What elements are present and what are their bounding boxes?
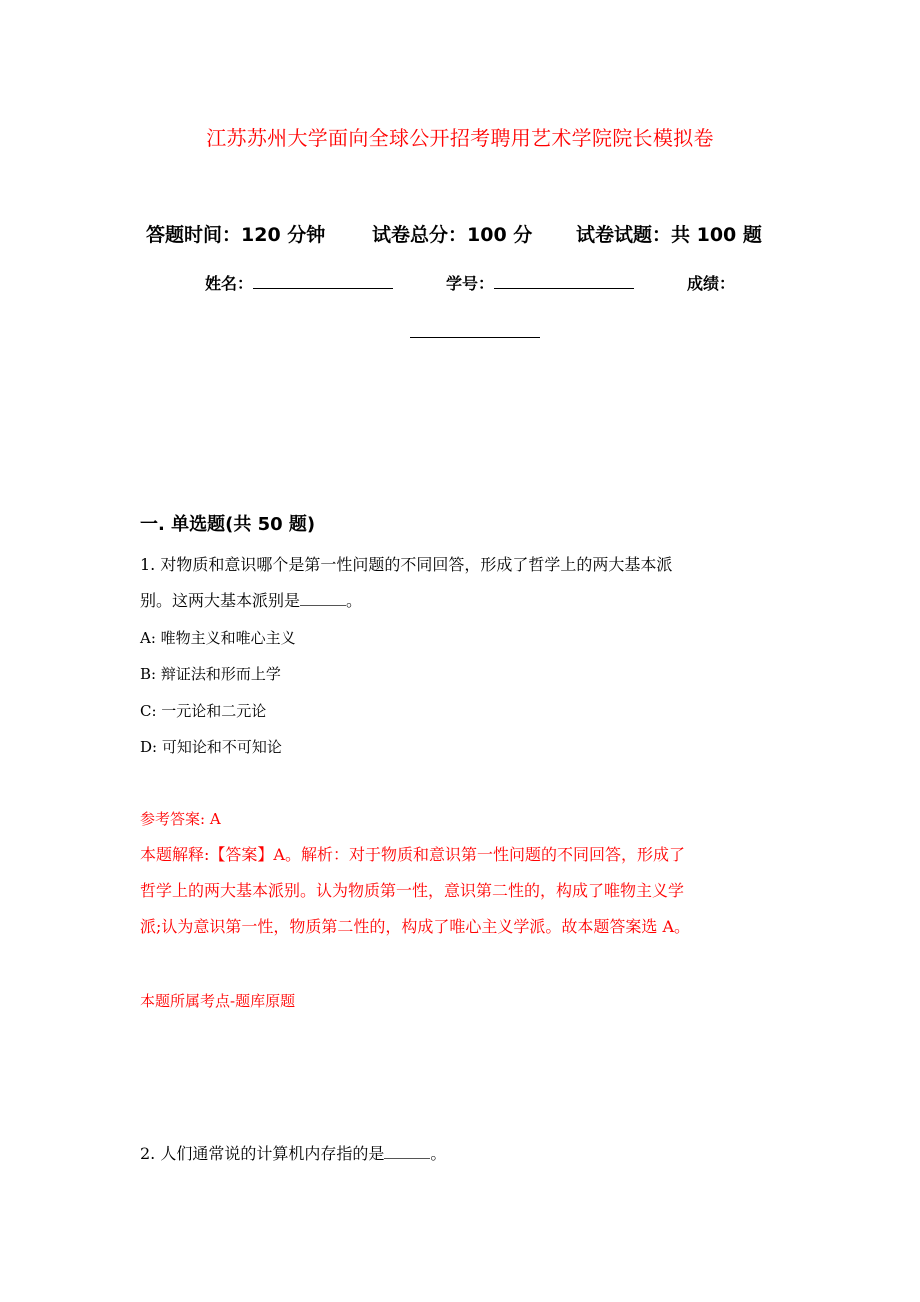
name-blank bbox=[253, 272, 393, 289]
option-c: C: 一元论和二元论 bbox=[140, 702, 267, 720]
question-1-line-2 bbox=[140, 591, 362, 611]
name-label: 姓名： bbox=[205, 274, 254, 293]
explanation-line-2: 哲学上的两大基本派别。认为物质第一性，意识第二性的，构成了唯物主义学 bbox=[140, 881, 685, 900]
question-2-suffix: 。 bbox=[430, 1144, 447, 1163]
section-title: 一. 单选题(共 50 题) bbox=[140, 514, 316, 535]
question-1-suffix: 。 bbox=[346, 591, 363, 610]
name-field bbox=[205, 271, 393, 294]
option-d: D: 可知论和不可知论 bbox=[140, 738, 282, 756]
answer-blank bbox=[384, 1144, 430, 1159]
explanation-line-3: 派;认为意识第一性，物质第二性的，构成了唯心主义学派。故本题答案选 A。 bbox=[140, 917, 691, 936]
exam-time: 答题时间：120 分钟 bbox=[146, 224, 326, 246]
question-topic: 本题所属考点-题库原题 bbox=[140, 992, 296, 1010]
question-1-line-1: 1. 对物质和意识哪个是第一性问题的不同回答，形成了哲学上的两大基本派 bbox=[140, 555, 673, 574]
score-blank bbox=[410, 337, 540, 338]
exam-title: 江苏苏州大学面向全球公开招考聘用艺术学院院长模拟卷 bbox=[206, 126, 714, 150]
score-label: 成绩： bbox=[687, 274, 736, 293]
question-2-line-1 bbox=[140, 1144, 446, 1164]
exam-total-score: 试卷总分：100 分 bbox=[372, 224, 533, 246]
exam-question-count: 试卷试题：共 100 题 bbox=[576, 224, 762, 246]
student-id-blank bbox=[494, 272, 634, 289]
score-field bbox=[687, 271, 735, 294]
student-id-field bbox=[446, 271, 634, 294]
explanation-line-1: 本题解释:【答案】A。解析：对于物质和意识第一性问题的不同回答，形成了 bbox=[140, 845, 685, 864]
question-1-text: 别。这两大基本派别是 bbox=[140, 591, 301, 610]
option-b: B: 辩证法和形而上学 bbox=[140, 665, 281, 683]
option-a: A: 唯物主义和唯心主义 bbox=[140, 629, 296, 647]
student-id-label: 学号： bbox=[446, 274, 495, 293]
question-2-text: 2. 人们通常说的计算机内存指的是 bbox=[140, 1144, 385, 1163]
answer-blank bbox=[300, 591, 346, 606]
reference-answer: 参考答案: A bbox=[140, 810, 221, 828]
